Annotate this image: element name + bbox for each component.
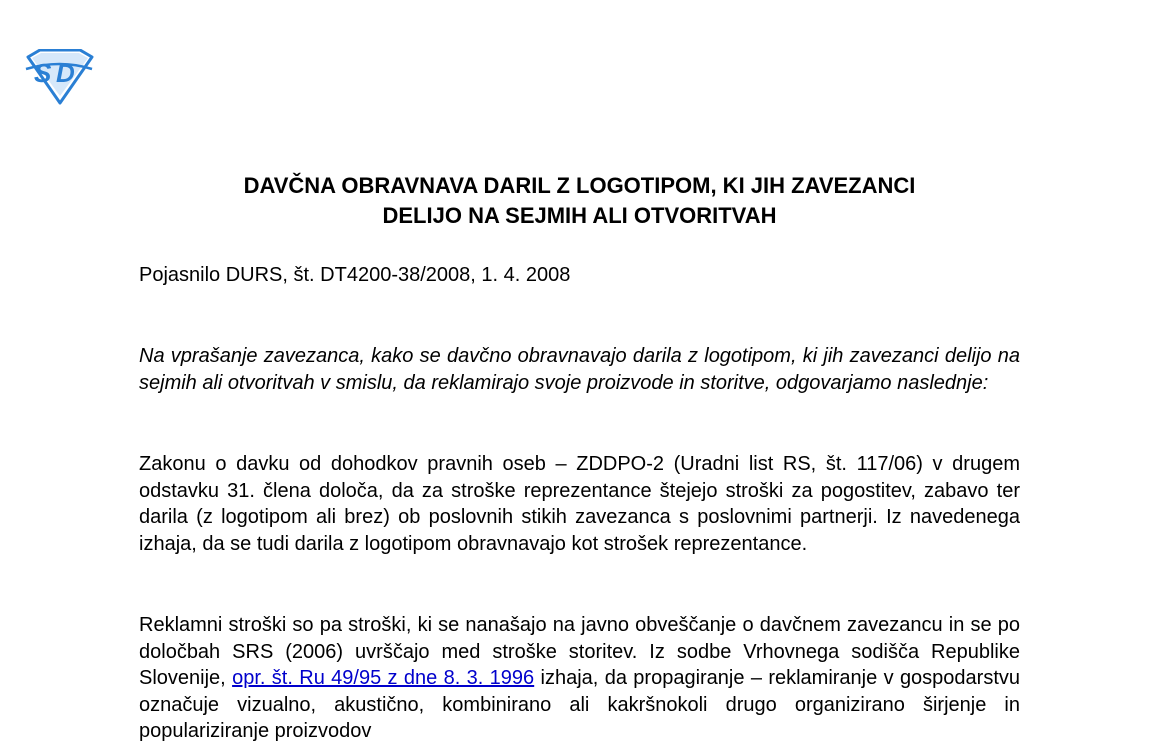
advertising-text-end: izhaja, da propagiranje – reklamiranje v gospodarstvu označuje vizualno, akustično, kombinirano ali kakršnokoli drugo organizirano širjenje in populariziranje proizvodov	[139, 667, 1021, 742]
document-title	[139, 171, 1020, 231]
svg-text:D: D	[56, 58, 75, 88]
law-paragraph: Zakonu o davku od dohodkov pravnih oseb – ZDDPO-2 (Uradni list RS, št. 117/06) v drugem odstavku 31. člena določa, da za stroške reprezentance štejejo stroški za pogostitev, zabavo ter darila (z logotipom ali brez) ob poslovnih stikih zavezanca s poslovnimi partnerji. Iz navedenega izhaja, da se tudi darila z logotipom obravnavajo kot strošek reprezentance.	[139, 453, 1020, 555]
document-reference: Pojasnilo DURS, št. DT4200-38/2008, 1. 4. 2008	[139, 264, 571, 286]
court-ruling-link[interactable]: opr. št. Ru 49/95 z dne 8. 3. 1996	[232, 667, 535, 689]
advertising-text-start: Reklamni stroški so pa stroški, ki se nanašajo na javno obveščanje o davčnem zavezancu in se po določbah SRS (2006) uvrščajo med stroške storitev. Iz sodbe Vrhovnega sodišča Republike Slovenije,	[139, 614, 1020, 689]
advertising-paragraph	[139, 612, 1020, 745]
question-paragraph: Na vprašanje zavezanca, kako se davčno obravnavajo darila z logotipom, ki jih zavezanci delijo na sejmih ali otvoritvah v smislu, da reklamirajo svoje proizvode in storitve, odgovarjamo naslednje:	[139, 345, 1020, 394]
title-line-2: DELIJO NA SEJMIH ALI OTVORITVAH	[382, 203, 777, 228]
title-line-1: DAVČNA OBRAVNAVA DARIL Z LOGOTIPOM, KI JIH ZAVEZANCI	[243, 173, 916, 198]
diamond-logo-icon	[22, 49, 96, 105]
company-logo	[22, 49, 96, 105]
svg-text:S: S	[34, 58, 52, 88]
